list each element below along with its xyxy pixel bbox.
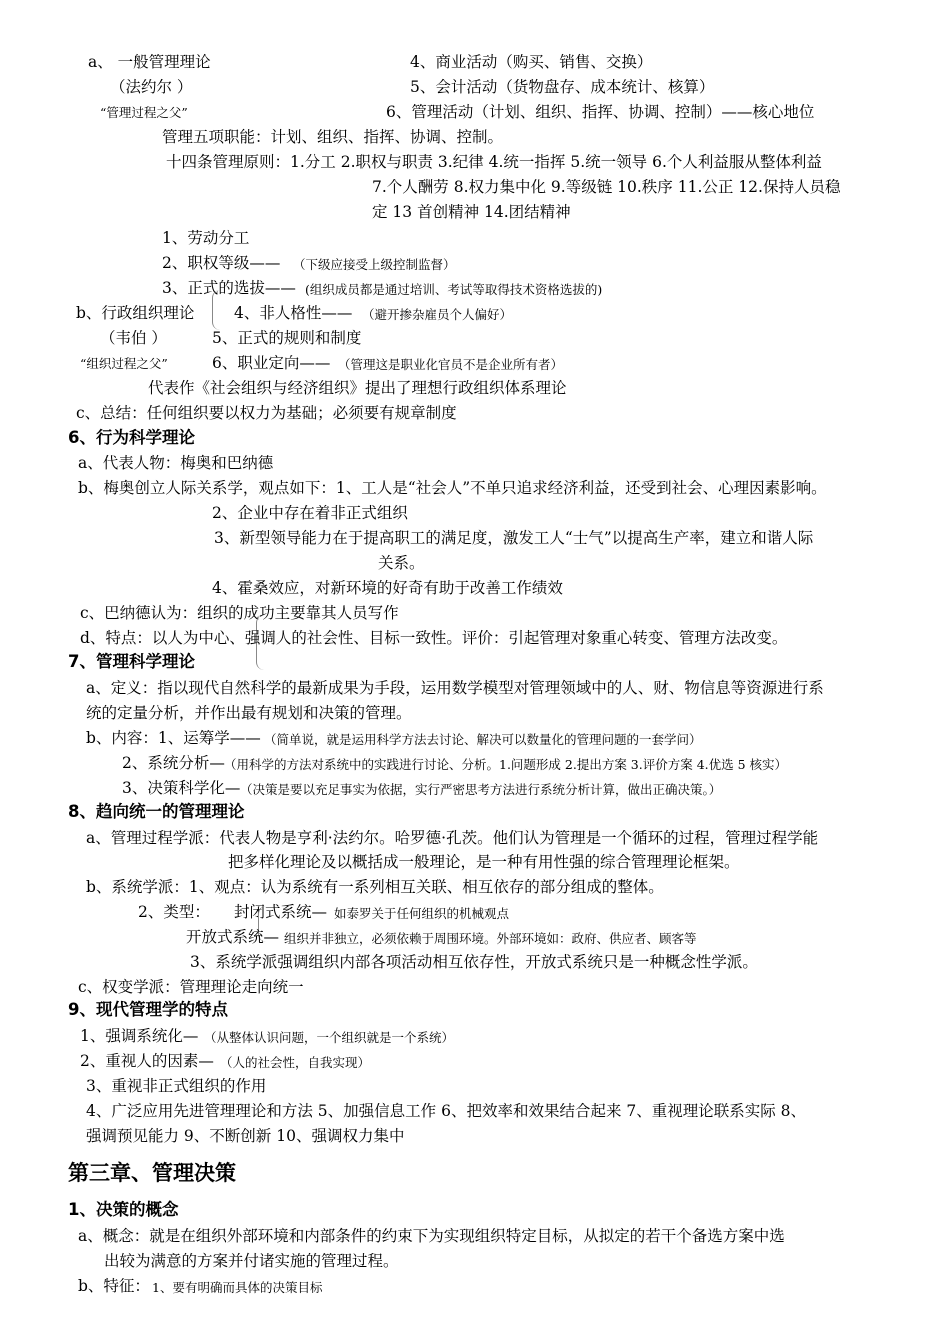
text-line: 代表作《社会组织与经济组织》提出了理想行政组织体系理论 bbox=[148, 379, 567, 397]
text-line: 2、职权等级—— bbox=[162, 254, 281, 272]
text-note: (组织成员都是通过培训、考试等取得技术资格选拔的) bbox=[305, 282, 603, 297]
text-line: a、管理过程学派：代表人物是亨利·法约尔。哈罗德·孔茨。他们认为管理是一个循环的过程，管理过程学能 bbox=[86, 829, 819, 847]
section-heading: 7、管理科学理论 bbox=[68, 652, 195, 671]
text-line: a、定义：指以现代自然科学的最新成果为手段，运用数学模型对管理领域中的人、财、物信息等资源进行系 bbox=[86, 679, 824, 697]
text-line: 4、广泛应用先进管理理论和方法 5、加强信息工作 6、把效率和效果结合起来 7、重视理论联系实际 8、 bbox=[86, 1102, 807, 1120]
text-line: b、系统学派：1、观点：认为系统有一系列相互关联、相互依存的部分组成的整体。 bbox=[86, 878, 664, 896]
text-line: a、概念：就是在组织外部环境和内部条件的约束下为实现组织特定目标，从拟定的若干个备选方案中选 bbox=[78, 1227, 785, 1245]
text-line: 1、劳动分工 bbox=[162, 229, 250, 247]
text-line: （法约尔 ） bbox=[110, 78, 193, 96]
text-line: “管理过程之父” bbox=[100, 105, 188, 120]
text-line: 5、会计活动（货物盘存、成本统计、核算） bbox=[410, 78, 715, 96]
text-line: 2、系统分析— bbox=[122, 754, 225, 772]
text-line: 7.个人酬劳 8.权力集中化 9.等级链 10.秩序 11.公正 12.保持人员稳 bbox=[372, 178, 841, 196]
text-line: 把多样化理论及以概括成一般理论，是一种有用性强的综合管理理论框架。 bbox=[228, 853, 740, 871]
section-heading: 9、现代管理学的特点 bbox=[68, 1000, 228, 1019]
text-line: 3、新型领导能力在于提高职工的满足度，激发工人“士气”以提高生产率，建立和谐人际 bbox=[214, 529, 814, 547]
text-line: （韦伯 ） bbox=[100, 329, 167, 347]
text-line: 2、重视人的因素— bbox=[80, 1052, 214, 1070]
text-line: 6、职业定向—— bbox=[212, 354, 331, 372]
brace bbox=[212, 290, 223, 330]
text-note: （决策是要以充足事实为依据，实行严密思考方法进行系统分析计算，做出正确决策。） bbox=[240, 782, 722, 797]
section-heading: 1、决策的概念 bbox=[68, 1200, 179, 1219]
text-note: （人的社会性，自我实现） bbox=[220, 1055, 371, 1070]
text-line: a、代表人物：梅奥和巴纳德 bbox=[78, 454, 274, 472]
text-note: （下级应接受上级控制监督） bbox=[293, 257, 456, 272]
text-line: a、 一般管理理论 bbox=[88, 53, 211, 71]
text-line: 4、非人格性—— bbox=[234, 304, 353, 322]
text-line: c、总结：任何组织要以权力为基础；必须要有规章制度 bbox=[76, 404, 457, 422]
text-line: 十四条管理原则：1.分工 2.职权与职责 3.纪律 4.统一指挥 5.统一领导 6.个人利益服从整体利益 bbox=[166, 153, 822, 171]
text-line: 关系。 bbox=[378, 554, 425, 572]
text-line: d、特点：以人为中心、强调人的社会性、目标一致性。评价：引起管理对象重心转变、管理方法改变。 bbox=[80, 629, 788, 647]
text-line: 2、类型： bbox=[138, 903, 210, 921]
text-line: 出较为满意的方案并付诸实施的管理过程。 bbox=[104, 1252, 399, 1270]
text-line: 3、系统学派强调组织内部各项活动相互依存性，开放式系统只是一种概念性学派。 bbox=[190, 953, 758, 971]
text-note: （简单说，就是运用科学方法去讨论、解决可以数量化的管理问题的一套学问） bbox=[264, 732, 702, 747]
chapter-heading: 第三章、管理决策 bbox=[68, 1161, 236, 1185]
text-line: 3、决策科学化— bbox=[122, 779, 241, 797]
text-note: （从整体认识问题，一个组织就是一个系统） bbox=[204, 1030, 455, 1045]
text-note: （管理这是职业化官员不是企业所有者） bbox=[338, 357, 564, 372]
text-line: 4、商业活动（购买、销售、交换） bbox=[410, 53, 653, 71]
text-line: b、内容：1、运筹学—— bbox=[86, 729, 261, 747]
text-line: 定 13 首创精神 14.团结精神 bbox=[372, 203, 571, 221]
text-note: 1、要有明确而具体的决策目标 bbox=[152, 1280, 323, 1295]
text-line: 封闭式系统— bbox=[234, 903, 328, 921]
text-line: 开放式系统— bbox=[186, 928, 280, 946]
text-line: b、特征： bbox=[78, 1277, 150, 1295]
text-note: （避开掺杂雇员个人偏好） bbox=[362, 307, 513, 322]
text-line: 3、正式的选拔—— bbox=[162, 279, 296, 297]
text-line: 6、管理活动（计划、组织、指挥、协调、控制）——核心地位 bbox=[386, 103, 815, 121]
text-line: b、行政组织理论 bbox=[76, 304, 195, 322]
text-line: 2、企业中存在着非正式组织 bbox=[212, 504, 408, 522]
text-note: 如泰罗关于任何组织的机械观点 bbox=[334, 906, 510, 921]
text-line: 统的定量分析，并作出最有规划和决策的管理。 bbox=[86, 704, 412, 722]
section-heading: 6、行为科学理论 bbox=[68, 428, 195, 447]
text-line: 1、强调系统化— bbox=[80, 1027, 199, 1045]
text-line: c、权变学派：管理理论走向统一 bbox=[78, 978, 304, 996]
text-line: 5、正式的规则和制度 bbox=[212, 329, 362, 347]
text-line: 4、霍桑效应，对新环境的好奇有助于改善工作绩效 bbox=[212, 579, 563, 597]
text-line: b、梅奥创立人际关系学，观点如下：1、工人是“社会人”不单只追求经济利益，还受到社会、心理因素影响。 bbox=[78, 479, 827, 497]
text-line: c、巴纳德认为：组织的成功主要靠其人员写作 bbox=[80, 604, 399, 622]
text-line: “组织过程之父” bbox=[80, 356, 168, 371]
section-heading: 8、趋向统一的管理理论 bbox=[68, 802, 245, 821]
text-note: （用科学的方法对系统中的实践进行讨论、分析。1.问题形成 2.提出方案 3.评价方案 4.优选 5 核实） bbox=[224, 757, 788, 772]
text-note: 组织并非独立，必须依赖于周围环境。外部环境如：政府、供应者、顾客等 bbox=[284, 931, 697, 946]
text-line: 3、重视非正式组织的作用 bbox=[86, 1077, 267, 1095]
text-line: 强调预见能力 9、不断创新 10、强调权力集中 bbox=[86, 1127, 405, 1145]
text-line: 管理五项职能：计划、组织、指挥、协调、控制。 bbox=[162, 128, 504, 146]
